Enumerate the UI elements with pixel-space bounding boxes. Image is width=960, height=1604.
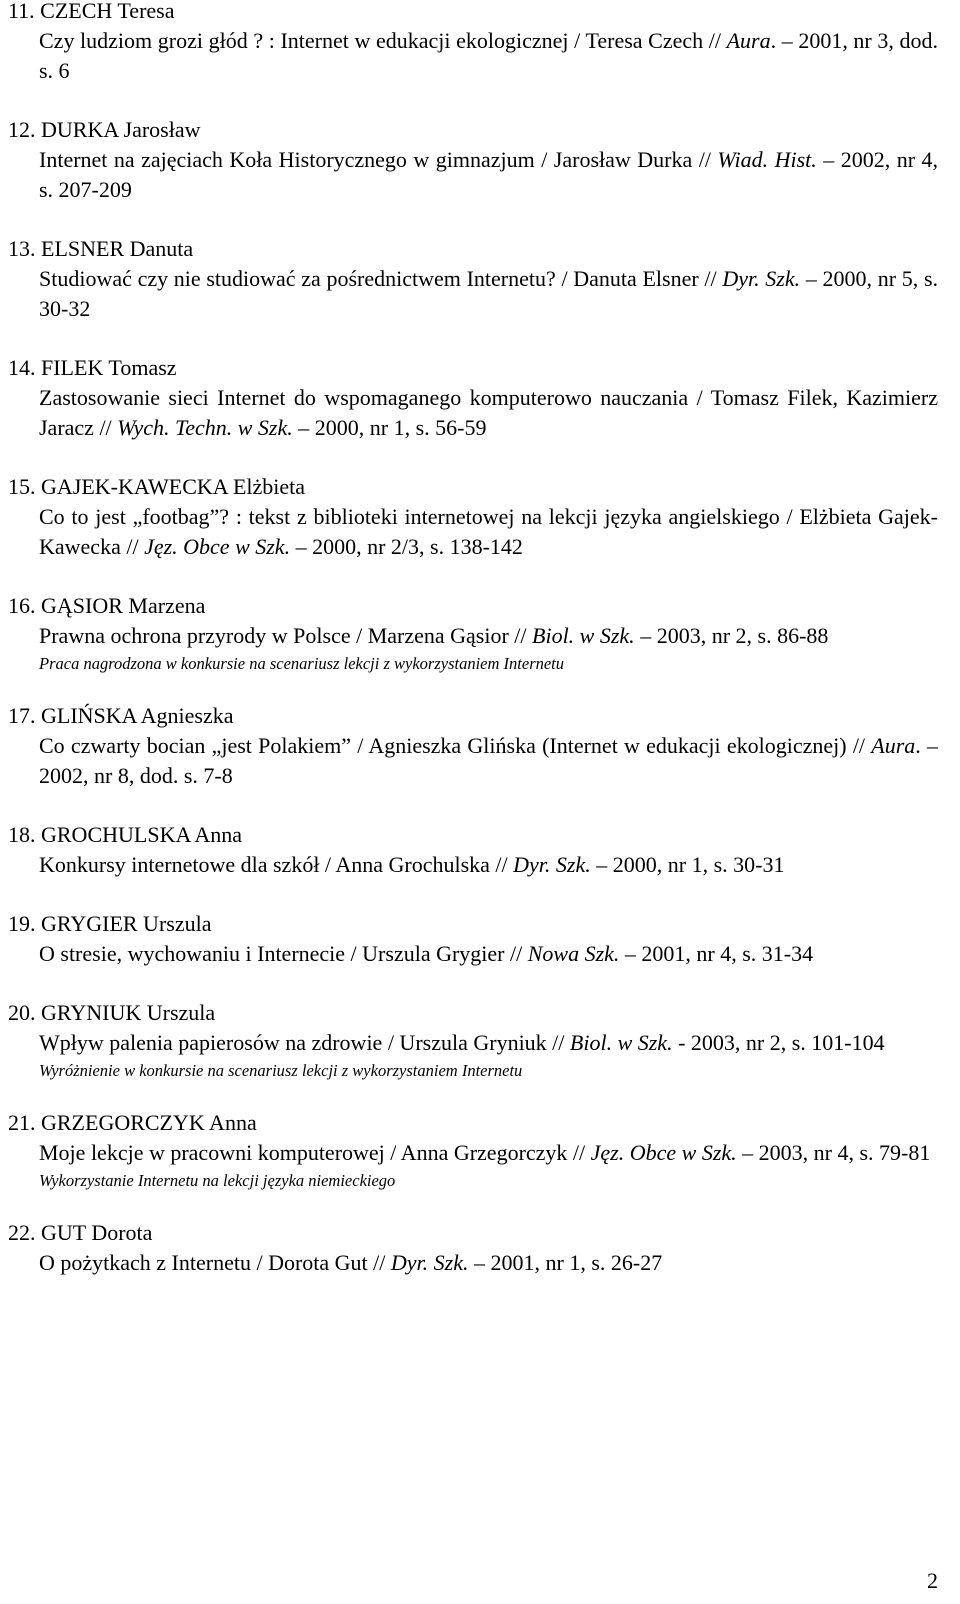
citation-text: . – 2002, nr 8, dod. s. 7-8	[39, 733, 939, 788]
citation-text: O pożytkach z Internetu / Dorota Gut //	[39, 1250, 391, 1275]
entry-citation	[8, 1248, 938, 1278]
bibliography-entry	[8, 591, 938, 677]
bibliography-entry	[8, 820, 938, 880]
entry-citation	[8, 621, 938, 651]
entry-heading: 20. GRYNIUK Urszula	[8, 1000, 216, 1025]
citation-text: – 2000, nr 1, s. 56-59	[292, 415, 487, 440]
entry-heading: 22. GUT Dorota	[8, 1220, 153, 1245]
entry-citation	[8, 383, 938, 443]
bibliography-entry	[8, 115, 938, 205]
entry-citation	[8, 850, 938, 880]
citation-text: – 2000, nr 2/3, s. 138-142	[290, 534, 523, 559]
citation-text: Co to jest „footbag”? : tekst z biblioteki internetowej na lekcji języka angielskiego / Elżbieta Gajek-Kawecka //	[39, 504, 938, 559]
bibliography-entry	[8, 234, 938, 324]
citation-text: - 2003, nr 2, s. 101-104	[672, 1030, 885, 1055]
citation-text: Prawna ochrona przyrody w Polsce / Marzena Gąsior //	[39, 623, 533, 648]
citation-text: Studiować czy nie studiować za pośrednictwem Internetu? / Danuta Elsner //	[39, 266, 723, 291]
entry-heading: 13. ELSNER Danuta	[8, 236, 194, 261]
journal-title: Aura	[871, 733, 916, 758]
bibliography-entry	[8, 472, 938, 562]
journal-title: Nowa Szk.	[527, 941, 620, 966]
entry-heading: 19. GRYGIER Urszula	[8, 911, 212, 936]
citation-text: Konkursy internetowe dla szkół / Anna Grochulska //	[39, 852, 514, 877]
journal-title: Biol. w Szk.	[569, 1030, 673, 1055]
citation-text: Co czwarty bocian „jest Polakiem” / Agnieszka Glińska (Internet w edukacji ekologicznej) //	[39, 733, 872, 758]
bibliography-entry	[8, 1108, 938, 1194]
citation-text: Czy ludziom grozi głód ? : Internet w edukacji ekologicznej / Teresa Czech //	[39, 28, 727, 53]
citation-text: Zastosowanie sieci Internet do wspomaganego komputerowo nauczania / Tomasz Filek, Kazimierz Jaracz //	[39, 385, 938, 440]
bibliography-entry	[8, 353, 938, 443]
citation-text: – 2000, nr 5, s. 30-32	[39, 266, 939, 321]
citation-text: Wpływ palenia papierosów na zdrowie / Urszula Gryniuk //	[39, 1030, 570, 1055]
journal-title: Jęz. Obce w Szk.	[144, 534, 291, 559]
journal-title: Jęz. Obce w Szk.	[590, 1140, 737, 1165]
citation-text: – 2002, nr 4, s. 207-209	[39, 147, 938, 202]
entry-heading: 14. FILEK Tomasz	[8, 355, 177, 380]
entry-citation	[8, 731, 938, 791]
page-number: 2	[927, 1568, 938, 1593]
entry-heading: 17. GLIŃSKA Agnieszka	[8, 703, 234, 728]
entry-citation	[8, 1138, 938, 1168]
entry-citation	[8, 264, 938, 324]
entry-citation	[8, 1028, 938, 1058]
citation-text: Internet na zajęciach Koła Historycznego w gimnazjum / Jarosław Durka //	[39, 147, 718, 172]
bibliography-entry	[8, 998, 938, 1084]
entry-heading: 16. GĄSIOR Marzena	[8, 593, 206, 618]
bibliography-entry	[8, 701, 938, 791]
bibliography-entry	[8, 909, 938, 969]
citation-text: – 2001, nr 4, s. 31-34	[619, 941, 814, 966]
entry-citation	[8, 939, 938, 969]
citation-text: – 2000, nr 1, s. 30-31	[590, 852, 785, 877]
citation-text: – 2001, nr 1, s. 26-27	[468, 1250, 663, 1275]
entry-heading: 12. DURKA Jarosław	[8, 117, 201, 142]
journal-title: Aura	[726, 28, 771, 53]
citation-text: Moje lekcje w pracowni komputerowej / Anna Grzegorczyk //	[39, 1140, 591, 1165]
bibliography-list	[8, 0, 938, 1307]
journal-title: Dyr. Szk.	[390, 1250, 469, 1275]
bibliography-entry	[8, 1218, 938, 1278]
entry-citation	[8, 145, 938, 205]
entry-heading: 18. GROCHULSKA Anna	[8, 822, 243, 847]
entry-heading: 21. GRZEGORCZYK Anna	[8, 1110, 257, 1135]
entry-note: Praca nagrodzona w konkursie na scenariusz lekcji z wykorzystaniem Internetu	[39, 654, 565, 673]
citation-text: . – 2001, nr 3, dod. s. 6	[39, 28, 938, 83]
entry-citation	[8, 26, 938, 86]
journal-title: Dyr. Szk.	[513, 852, 591, 877]
journal-title: Biol. w Szk.	[532, 623, 635, 648]
journal-title: Wych. Techn. w Szk.	[117, 415, 293, 440]
citation-text: – 2003, nr 2, s. 86-88	[634, 623, 829, 648]
entry-citation	[8, 502, 938, 562]
entry-note: Wyróżnienie w konkursie na scenariusz lekcji z wykorzystaniem Internetu	[39, 1061, 523, 1080]
bibliography-entry	[8, 0, 938, 86]
journal-title: Dyr. Szk.	[722, 266, 801, 291]
journal-title: Wiad. Hist.	[717, 147, 817, 172]
citation-text: – 2003, nr 4, s. 79-81	[736, 1140, 931, 1165]
entry-heading: 11. CZECH Teresa	[8, 0, 175, 23]
entry-heading: 15. GAJEK-KAWECKA Elżbieta	[8, 474, 306, 499]
citation-text: O stresie, wychowaniu i Internecie / Urszula Grygier //	[39, 941, 528, 966]
entry-note: Wykorzystanie Internetu na lekcji języka niemieckiego	[39, 1171, 396, 1190]
